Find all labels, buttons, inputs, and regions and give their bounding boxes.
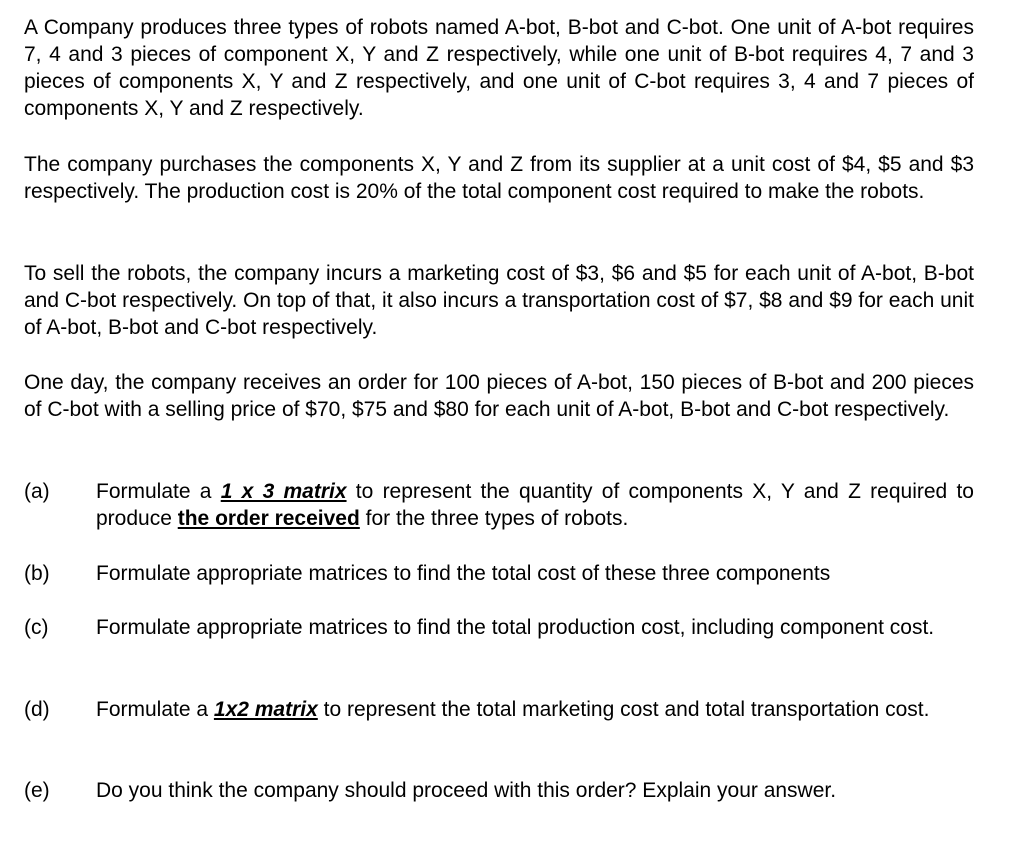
question-a — [24, 478, 974, 532]
question-a-label: (a) — [24, 480, 50, 503]
question-d-label: (d) — [24, 698, 50, 721]
question-c-text: Formulate appropriate matrices to find the total production cost, including component cost. — [96, 616, 935, 639]
question-b-text: Formulate appropriate matrices to find the total cost of these three components — [96, 562, 831, 585]
question-e-label: (e) — [24, 779, 50, 802]
question-a-emphasis-matrix: 1 x 3 matrix — [220, 480, 347, 503]
question-a-text-part: Formulate a — [96, 480, 221, 503]
question-d-text-part: to represent the total marketing cost and total transportation cost. — [317, 698, 930, 721]
question-a-emphasis-order: the order received — [177, 507, 360, 530]
paragraph-component-costs: The company purchases the components X, Y and Z from its supplier at a unit cost of $4, $5 and $3 respectively. The production cost is 20% of the total component cost required to make the robots. — [24, 153, 974, 203]
question-b-label: (b) — [24, 562, 50, 585]
question-d-text-part: Formulate a — [96, 698, 214, 721]
question-d — [24, 696, 974, 723]
question-e-text: Do you think the company should proceed with this order? Explain your answer. — [96, 779, 837, 802]
question-a-text-part: to represent the quantity of components X, Y and Z required to produce — [96, 480, 974, 530]
question-a-text-part: for the three types of robots. — [359, 507, 629, 530]
paragraph-marketing-transport: To sell the robots, the company incurs a marketing cost of $3, $6 and $5 for each unit of A-bot, B-bot and C-bot respectively. On top of that, it also incurs a transportation cost of $7, $8 and $9 for each unit of A-bot, B-bot and C-bot respectively. — [24, 262, 974, 339]
paragraph-order: One day, the company receives an order for 100 pieces of A-bot, 150 pieces of B-bot and 200 pieces of C-bot with a selling price of $70, $75 and $80 for each unit of A-bot, B-bot and C-bot respectively. — [24, 371, 974, 421]
question-c-label: (c) — [24, 616, 49, 639]
question-d-text — [96, 696, 974, 723]
paragraph-robot-components: A Company produces three types of robots named A-bot, B-bot and C-bot. One unit of A-bot requires 7, 4 and 3 pieces of component X, Y and Z respectively, while one unit of B-bot requires 4, 7 and 3 pieces of components X, Y and Z respectively, and one unit of C-bot requires 3, 4 and 7 pieces of components X, Y and Z respectively. — [24, 16, 974, 120]
question-e — [24, 777, 974, 804]
question-b — [24, 560, 974, 587]
question-c — [24, 614, 974, 641]
question-d-emphasis-matrix: 1x2 matrix — [213, 698, 318, 721]
question-a-text — [96, 478, 974, 532]
